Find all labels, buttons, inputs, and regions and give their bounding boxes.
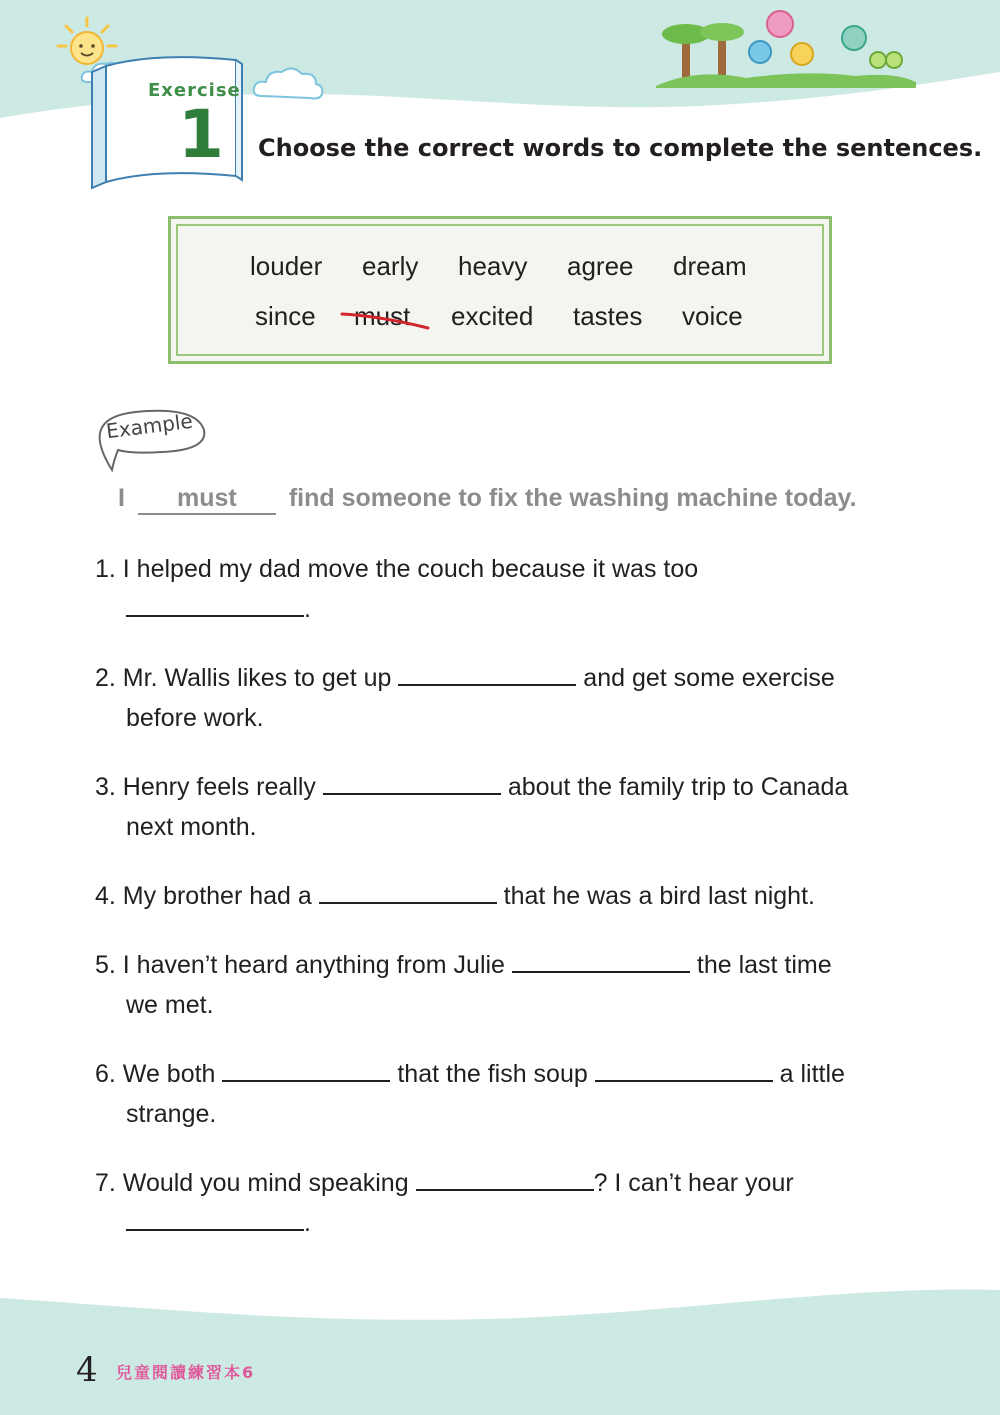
answer-blank[interactable] (416, 1165, 594, 1191)
word-bank-word: tastes (573, 301, 643, 331)
question-text: 5. I haven’t heard anything from Julie (95, 951, 512, 979)
book-title: 兒童閱讀練習本6 (116, 1363, 256, 1382)
word-bank-word-crossed: must (354, 301, 411, 331)
example-text: find someone to fix the washing machine today. (288, 484, 857, 512)
answer-blank[interactable] (398, 660, 576, 686)
question-text: about the family trip to Canada (500, 773, 849, 801)
question-text: 6. We both (95, 1060, 223, 1088)
question-4 (95, 876, 915, 916)
question-text: . (304, 1209, 311, 1237)
cloud-icon (250, 62, 326, 106)
question-2 (95, 658, 915, 738)
word-bank-word: voice (682, 301, 743, 331)
instructions: Choose the correct words to complete the sentences. (258, 134, 983, 162)
question-text: and get some exercise (576, 664, 835, 692)
example-text: I (118, 484, 125, 512)
word-bank-word: louder (250, 251, 323, 281)
answer-blank[interactable] (126, 1205, 304, 1231)
answer-blank[interactable] (512, 947, 690, 973)
question-5 (95, 945, 915, 1025)
answer-blank[interactable] (595, 1056, 773, 1082)
question-text: . (304, 595, 311, 623)
question-text: before work. (126, 704, 264, 732)
answer-blank[interactable] (319, 878, 497, 904)
exercise-label: Exercise (148, 80, 241, 101)
example-answer: must (138, 484, 276, 515)
question-text: next month. (126, 813, 257, 841)
question-text: ? I can’t hear your (593, 1169, 794, 1197)
question-text: strange. (126, 1100, 217, 1128)
question-6 (95, 1054, 915, 1134)
answer-blank[interactable] (323, 769, 501, 795)
question-3 (95, 767, 915, 847)
exercise-number: 1 (178, 96, 224, 173)
strikethrough-mark (340, 310, 432, 330)
answer-blank[interactable] (126, 591, 304, 617)
word-bank-word: dream (673, 251, 747, 281)
question-text: 7. Would you mind speaking (95, 1169, 416, 1197)
page-number: 4 (76, 1350, 98, 1390)
word-bank-word: heavy (458, 251, 528, 281)
question-text: a little (772, 1060, 845, 1088)
question-text: we met. (126, 991, 214, 1019)
question-text: the last time (689, 951, 832, 979)
question-1 (95, 549, 915, 629)
word-bank-word: since (255, 301, 316, 331)
question-text: 2. Mr. Wallis likes to get up (95, 664, 399, 692)
answer-blank[interactable] (222, 1056, 390, 1082)
question-text: 3. Henry feels really (95, 773, 323, 801)
example-label: Example (104, 408, 194, 444)
question-text: that he was a bird last night. (496, 882, 815, 910)
word-bank-word: early (362, 251, 419, 281)
trees-letters-icon (656, 8, 916, 88)
question-7 (95, 1163, 915, 1243)
example-sentence (118, 484, 857, 515)
question-text: 4. My brother had a (95, 882, 319, 910)
word-bank (168, 216, 832, 364)
word-bank-word: excited (451, 301, 534, 331)
word-bank-word: agree (567, 251, 634, 281)
question-text: 1. I helped my dad move the couch because it was too (95, 555, 699, 583)
question-text: that the fish soup (390, 1060, 595, 1088)
exercise-book-icon (86, 42, 256, 192)
